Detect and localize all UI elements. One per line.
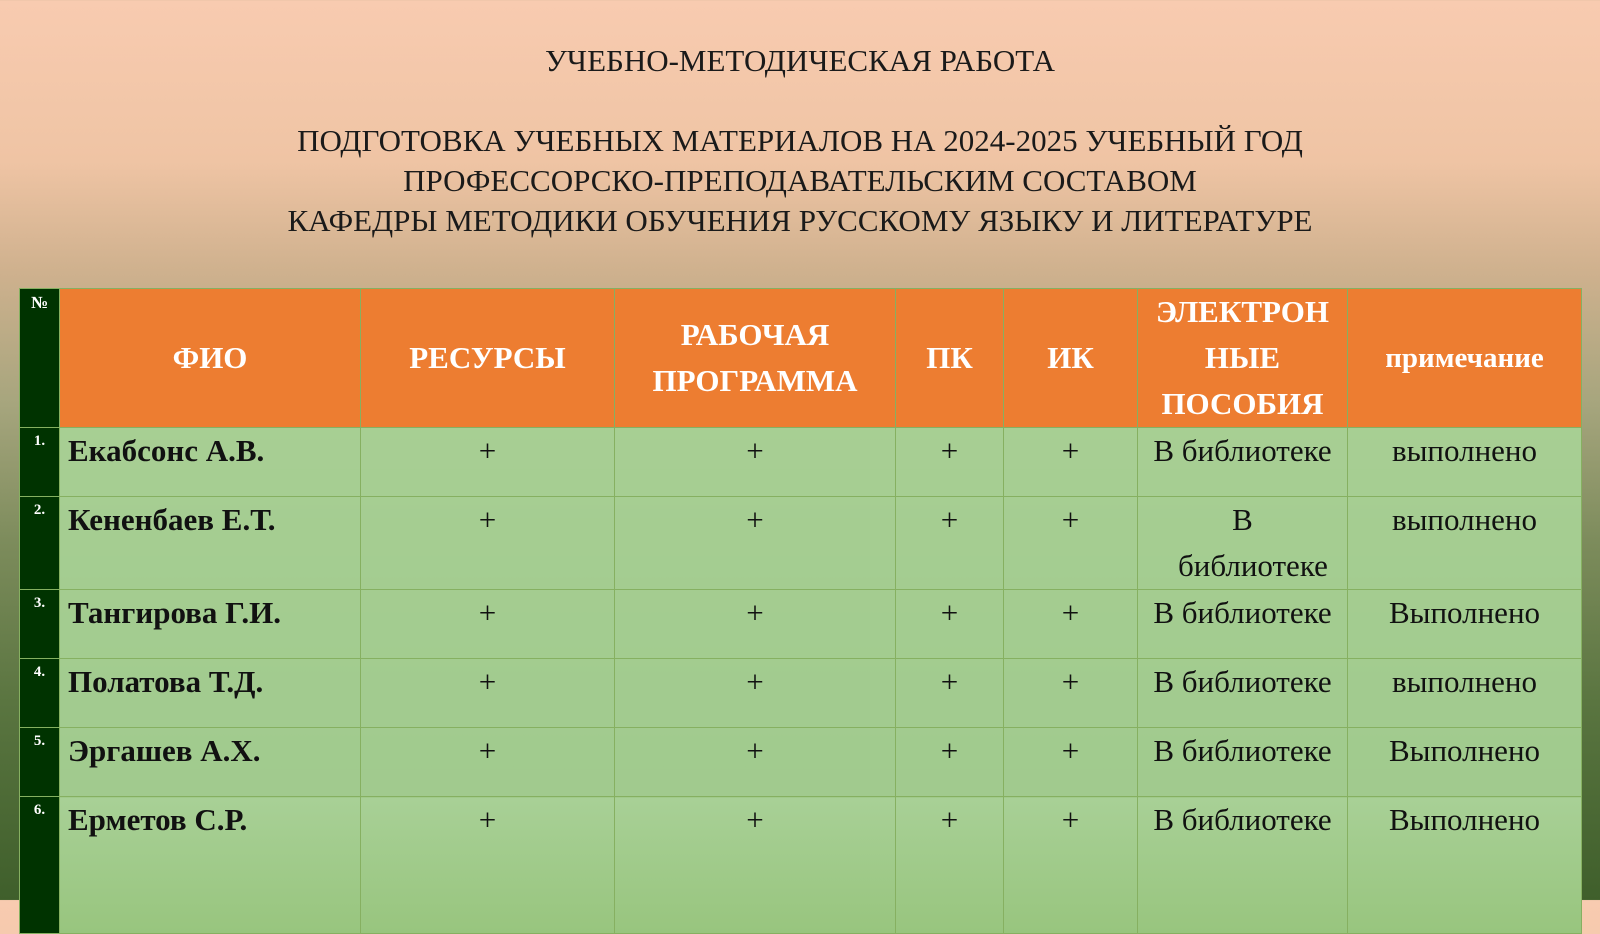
cell-note: выполнено <box>1348 497 1582 590</box>
header-line: ПРОГРАММА <box>652 363 858 398</box>
header-line: ПОСОБИЯ <box>1161 386 1324 421</box>
column-header-num: № <box>20 289 60 428</box>
table-row <box>20 797 1582 934</box>
cell-fio: Кененбаев Е.Т. <box>60 497 361 590</box>
cell-program: + <box>615 428 896 497</box>
cell-pk: + <box>896 659 1004 728</box>
cell-fio: Тангирова Г.И. <box>60 590 361 659</box>
cell-ik: + <box>1004 590 1138 659</box>
column-header-program <box>615 289 896 428</box>
cell-electronic: В библиотеке <box>1138 728 1348 797</box>
row-number: 3. <box>20 590 60 659</box>
cell-program: + <box>615 497 896 590</box>
cell-program: + <box>615 797 896 934</box>
header-line: РАБОЧАЯ <box>680 317 830 352</box>
subtitle-line: ПОДГОТОВКА УЧЕБНЫХ МАТЕРИАЛОВ НА 2024-2025 УЧЕБНЫЙ ГОД <box>297 123 1303 158</box>
subtitle-line: КАФЕДРЫ МЕТОДИКИ ОБУЧЕНИЯ РУССКОМУ ЯЗЫКУ И ЛИТЕРАТУРЕ <box>287 203 1313 238</box>
row-number: 1. <box>20 428 60 497</box>
cell-ik: + <box>1004 728 1138 797</box>
subtitle-line: ПРОФЕССОРСКО-ПРЕПОДАВАТЕЛЬСКИМ СОСТАВОМ <box>403 163 1197 198</box>
table-row <box>20 590 1582 659</box>
row-number: 2. <box>20 497 60 590</box>
header-line: ЭЛЕКТРОН <box>1156 294 1329 329</box>
cell-electronic: В библиотеке <box>1138 590 1348 659</box>
table-row <box>20 497 1582 590</box>
cell-pk: + <box>896 428 1004 497</box>
cell-program: + <box>615 728 896 797</box>
cell-resources: + <box>361 797 615 934</box>
column-header-pk: ПК <box>896 289 1004 428</box>
slide-title: УЧЕБНО-МЕТОДИЧЕСКАЯ РАБОТА <box>544 43 1055 78</box>
column-header-note: примечание <box>1348 289 1582 428</box>
row-number: 5. <box>20 728 60 797</box>
cell-pk: + <box>896 590 1004 659</box>
table-header-row <box>20 289 1582 428</box>
cell-resources: + <box>361 590 615 659</box>
row-number: 4. <box>20 659 60 728</box>
cell-electronic: В библиотеке <box>1138 428 1348 497</box>
cell-program: + <box>615 590 896 659</box>
row-number: 6. <box>20 797 60 934</box>
materials-table <box>19 288 1582 934</box>
table-row <box>20 659 1582 728</box>
cell-resources: + <box>361 497 615 590</box>
column-header-electronic <box>1138 289 1348 428</box>
table-row <box>20 728 1582 797</box>
cell-resources: + <box>361 659 615 728</box>
column-header-fio: ФИО <box>60 289 361 428</box>
cell-electronic: В библиотеке <box>1138 497 1348 590</box>
cell-note: выполнено <box>1348 428 1582 497</box>
cell-fio: Полатова Т.Д. <box>60 659 361 728</box>
header-line: НЫЕ <box>1204 340 1281 375</box>
cell-resources: + <box>361 428 615 497</box>
cell-pk: + <box>896 728 1004 797</box>
cell-fio: Екабсонс А.В. <box>60 428 361 497</box>
cell-note: Выполнено <box>1348 728 1582 797</box>
cell-note: Выполнено <box>1348 797 1582 934</box>
cell-ik: + <box>1004 659 1138 728</box>
cell-fio: Эргашев А.Х. <box>60 728 361 797</box>
column-header-resources: РЕСУРСЫ <box>361 289 615 428</box>
cell-pk: + <box>896 497 1004 590</box>
cell-ik: + <box>1004 797 1138 934</box>
cell-pk: + <box>896 797 1004 934</box>
cell-electronic: В библиотеке <box>1138 659 1348 728</box>
column-header-ik: ИК <box>1004 289 1138 428</box>
cell-ik: + <box>1004 497 1138 590</box>
cell-note: выполнено <box>1348 659 1582 728</box>
slide-subtitle <box>0 121 1600 241</box>
cell-electronic: В библиотеке <box>1138 797 1348 934</box>
cell-fio: Ерметов С.Р. <box>60 797 361 934</box>
cell-resources: + <box>361 728 615 797</box>
cell-note: Выполнено <box>1348 590 1582 659</box>
cell-program: + <box>615 659 896 728</box>
table-row <box>20 428 1582 497</box>
cell-ik: + <box>1004 428 1138 497</box>
